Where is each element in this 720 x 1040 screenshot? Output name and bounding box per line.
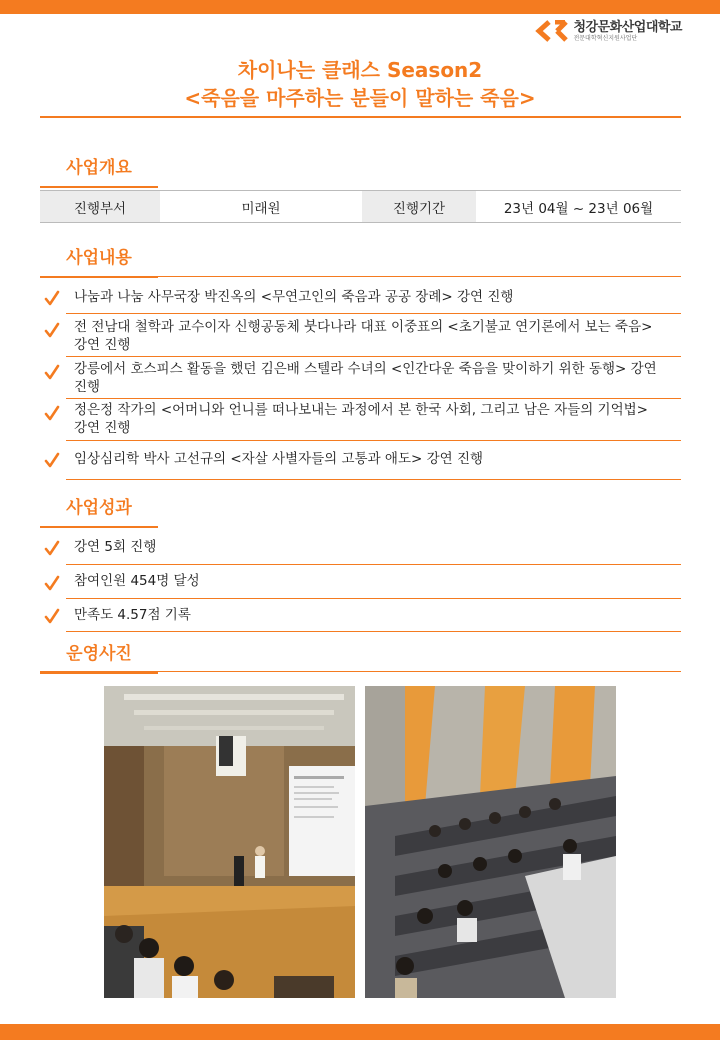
result-item: 참여인원 454명 달성	[74, 573, 200, 589]
section-overview-heading	[40, 156, 158, 188]
checkmark-icon	[44, 540, 60, 556]
dept-label: 진행부서	[40, 191, 160, 222]
section-results-heading	[40, 496, 158, 528]
row-divider	[66, 313, 681, 314]
section-content-heading	[40, 246, 158, 278]
checkmark-icon	[44, 322, 60, 338]
lecture-stage-photo	[104, 686, 355, 998]
ck-logo-icon	[535, 20, 569, 42]
list-item: 강릉에서 호스피스 활동을 했던 김은배 스텔라 수녀의 <인간다운 죽음을 맞이하기 위한 동행> 강연 진행	[74, 361, 657, 395]
university-logo	[535, 20, 682, 42]
logo-name: 청강문화산업대학교	[573, 19, 682, 35]
list-item: 임상심리학 박사 고선규의 <자살 사별자들의 고통과 애도> 강연 진행	[74, 451, 484, 467]
dept-value: 미래원	[241, 200, 281, 217]
top-accent-bar	[0, 0, 720, 14]
bottom-accent-bar	[0, 1024, 720, 1040]
section-label: 사업성과	[66, 498, 132, 518]
logo-subtitle: 전문대학혁신지원사업단	[573, 34, 638, 42]
row-divider	[66, 598, 681, 599]
section-underline	[40, 186, 158, 188]
period-label: 진행기간	[362, 191, 476, 222]
title-line-2: <죽음을 마주하는 분들이 말하는 죽음>	[184, 86, 536, 110]
checkmark-icon	[44, 452, 60, 468]
title-divider	[40, 116, 681, 118]
row-divider	[66, 398, 681, 399]
section-photos-heading	[40, 642, 158, 674]
list-item: 전 전남대 철학과 교수이자 신행공동체 붓다나라 대표 이중표의 <초기불교 연기론에서 보는 죽음> 강연 진행	[74, 319, 653, 353]
section-label: 운영사진	[66, 644, 132, 664]
list-item: 정은정 작가의 <어머니와 언니를 떠나보내는 과정에서 본 한국 사회, 그리고 남은 자들의 기억법> 강연 진행	[74, 402, 648, 436]
row-divider	[66, 440, 681, 441]
title-line-1: 차이나는 클래스 Season2	[237, 58, 483, 82]
section-label: 사업내용	[66, 248, 132, 268]
overview-table	[40, 190, 681, 223]
checkmark-icon	[44, 575, 60, 591]
period-value: 23년 04월 ~ 23년 06월	[503, 200, 654, 217]
section-rule	[40, 671, 681, 672]
page-title	[40, 56, 680, 112]
row-divider	[66, 631, 681, 632]
section-rule	[40, 276, 681, 277]
row-divider	[66, 479, 681, 480]
result-item: 강연 5회 진행	[74, 539, 157, 555]
row-divider	[66, 564, 681, 565]
checkmark-icon	[44, 364, 60, 380]
section-underline	[40, 672, 158, 674]
list-item: 나눔과 나눔 사무국장 박진옥의 <무연고인의 죽음과 공공 장례> 강연 진행	[74, 289, 514, 305]
result-item: 만족도 4.57점 기록	[74, 607, 191, 623]
checkmark-icon	[44, 290, 60, 306]
audience-photo	[365, 686, 616, 998]
section-underline	[40, 526, 158, 528]
checkmark-icon	[44, 405, 60, 421]
row-divider	[66, 356, 681, 357]
section-label: 사업개요	[66, 158, 132, 178]
checkmark-icon	[44, 608, 60, 624]
